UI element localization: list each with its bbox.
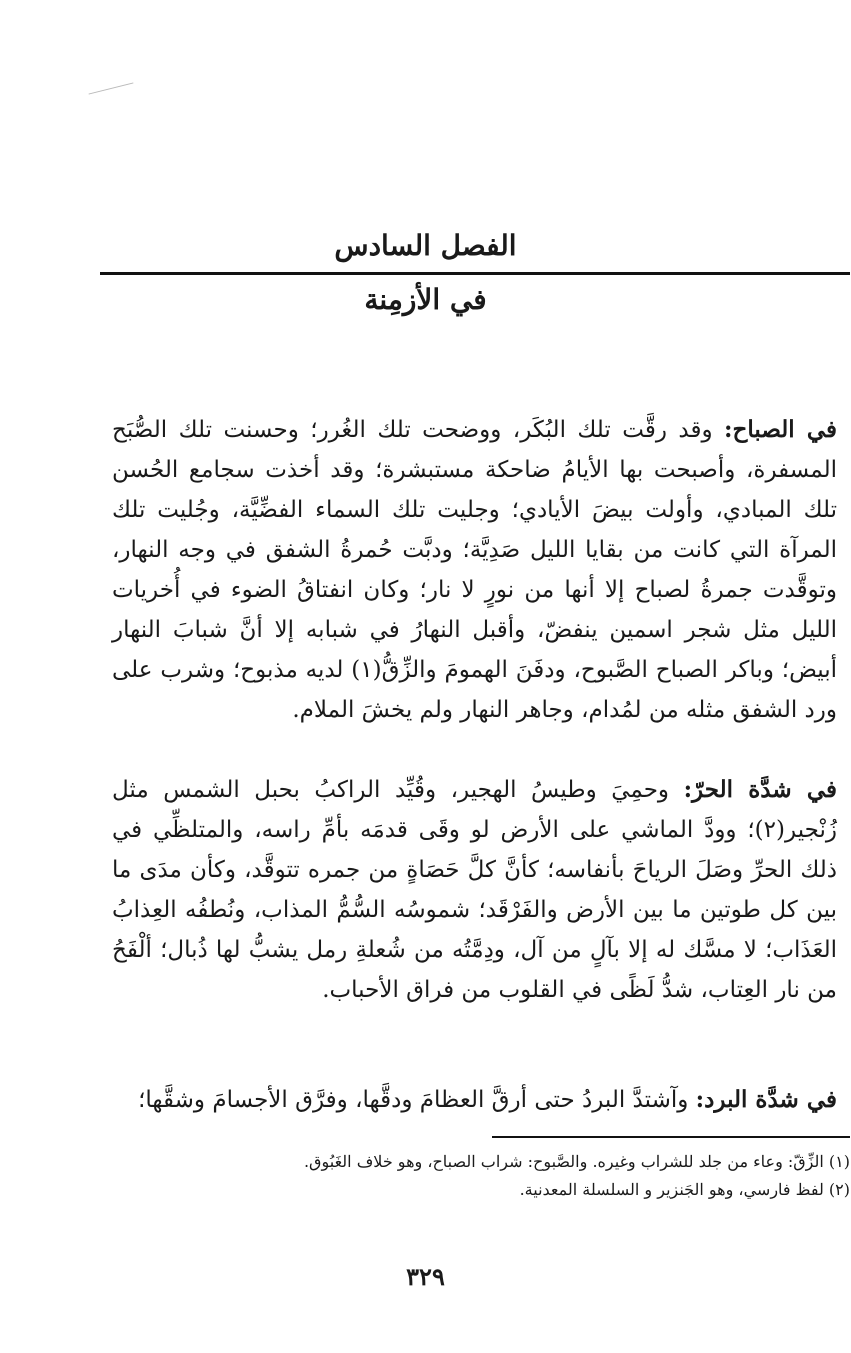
footnote-divider	[492, 1136, 850, 1138]
title-divider	[100, 272, 850, 275]
paragraph-morning	[112, 410, 837, 730]
paragraph-cold	[112, 1080, 837, 1120]
paragraph-lead: في شدَّة البرد:	[695, 1086, 837, 1113]
section-title: في الأزمِنة	[364, 283, 487, 316]
footnote-2: (٢) لفظ فارسي، وهو الجَنزير و السلسلة المعدنية.	[519, 1180, 850, 1199]
paragraph-text: وقد رقَّت تلك البُكَر، ووضحت تلك الغُرر؛ وحسنت تلك الصُّبَح المسفرة، وأصبحت بها الأيامُ ضاحكة مستبشرة؛ وقد أخذت سجامع الحُسن تلك المبادي، وأولت بيضَ الأيادي؛ وجليت تلك السماء الفضِّيَّة، وجُليت تلك المرآة التي كانت من بقايا الليل صَدِيَّة؛ ودبَّت حُمرةُ الشفق في وجه النهار، وتوقَّدت جمرةُ لصباح إلا أنها من نورٍ لا نار؛ وكان انفتاقُ الضوء في أُخريات الليل مثل شجر اسمين ينفضّ، وأقبل النهارُ في شبابه إلا أنَّ شبابَ النهار أبيض؛ وباكر الصباح الصَّبوح، ودفَنَ الهمومَ والزِّقُّ(١) لديه مذبوح؛ وشرب على ورد الشفق مثله من لمُدام، وجاهر النهار ولم يخشَ الملام.	[112, 417, 838, 723]
paragraph-lead: في الصباح:	[724, 416, 837, 443]
page-number: ٣٢٩	[406, 1262, 445, 1291]
scan-mark	[89, 82, 134, 94]
footnote-1: (١) الزِّقّ: وعاء من جلد للشراب وغيره. والصَّبوح: شراب الصباح، وهو خلاف الغَبُوق.	[303, 1152, 850, 1171]
paragraph-heat	[112, 770, 837, 1010]
paragraph-text: وآشتدَّ البردُ حتى أرقَّ العظامَ ودقَّها، وفرَّق الأجسامَ وشقَّها؛	[138, 1087, 696, 1113]
footnotes	[160, 1148, 850, 1204]
paragraph-text: وحمِيَ وطيسُ الهجير، وقُيِّد الراكبُ بحبل الشمس مثل زُنْجير(٢)؛ وودَّ الماشي على الأرض لو وقَى قدمَه بأمِّ راسه، والمتلظِّي في ذلك الحرِّ وصَلَ الرياحَ بأنفاسه؛ كأنَّ كلَّ حَصَاةٍ من جمره تتوقَّد، وكأن مدَى ما بين كل طوتين ما بين الأرض والفَرْقَد؛ شموسُه السُّمُّ المذاب، ونُطفُه العِذابُ العَذَاب؛ لا مسَّك له إلا بآلٍ من آل، ودِمَّتُه من شُعلةِ رمل يشبُّ لها ذُبال؛ ألْفَحُ من نار العِتاب، شدُّ لَظًى في القلوب من فراق الأحباب.	[112, 777, 837, 1003]
paragraph-lead: في شدَّة الحرّ:	[683, 776, 837, 803]
chapter-title: الفصل السادس	[334, 229, 517, 262]
